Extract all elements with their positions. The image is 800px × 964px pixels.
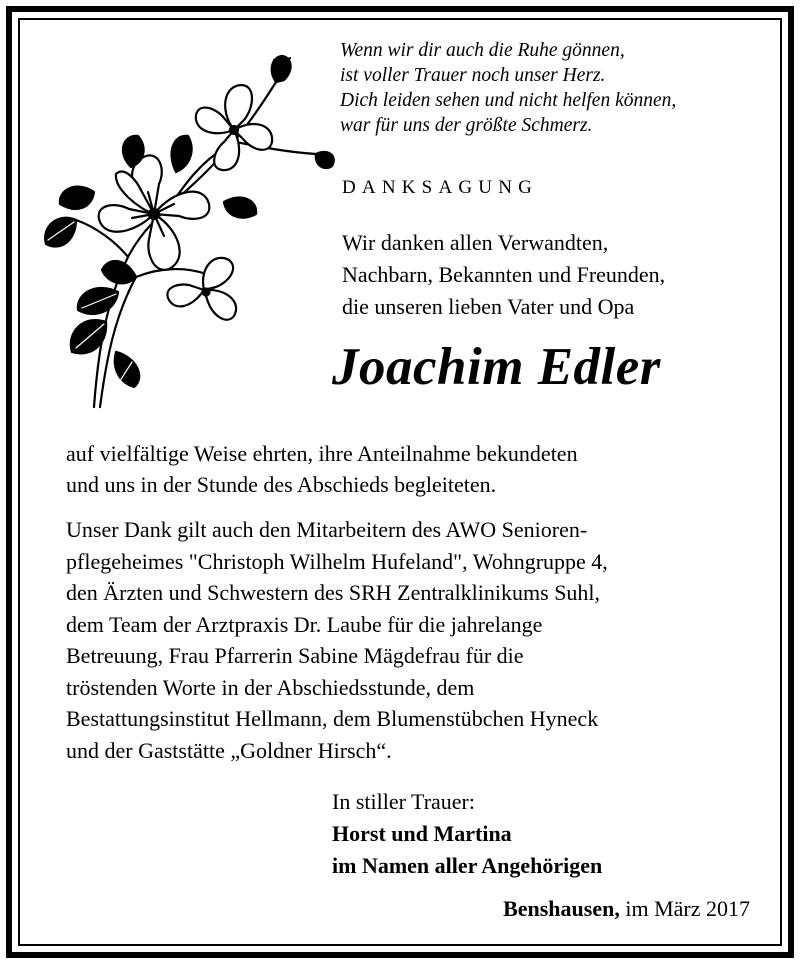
- body-line: pflegeheimes "Christoph Wilhelm Hufeland", Wohngruppe 4,: [66, 548, 608, 574]
- body-line: und der Gaststätte „Goldner Hirsch“.: [66, 737, 392, 763]
- intro-line: Nachbarn, Bekannten und Freunden,: [342, 262, 666, 287]
- signature-intro: In stiller Trauer:: [332, 789, 475, 814]
- date: im März 2017: [625, 896, 750, 921]
- body-line: und uns in der Stunde des Abschieds begleiteten.: [66, 472, 497, 497]
- intro-line: Wir danken allen Verwandten,: [342, 230, 609, 255]
- body-line: Betreuung, Frau Pfarrerin Sabine Mägdefrau für die: [66, 643, 524, 668]
- signature-block: [332, 786, 602, 882]
- place-date: [503, 896, 750, 922]
- poem-line: war für uns der größte Schmerz.: [340, 115, 593, 136]
- intro-line: die unseren lieben Vater und Opa: [342, 294, 635, 319]
- body-paragraph-2: [66, 514, 766, 766]
- body-line: Unser Dank gilt auch den Mitarbeitern des AWO Senioren-: [66, 517, 588, 542]
- body-line: Bestattungsinstitut Hellmann, dem Blumenstübchen Hyneck: [66, 706, 599, 731]
- body-line: den Ärzten und Schwestern des SRH Zentralklinikums Suhl,: [66, 580, 601, 605]
- signature-names: Horst und Martina: [332, 821, 512, 846]
- deceased-name: Joachim Edler: [332, 338, 661, 396]
- poem-line: ist voller Trauer noch unser Herz.: [340, 65, 606, 86]
- poem-line: Dich leiden sehen und nicht helfen können,: [340, 90, 677, 111]
- body-line: tröstenden Worte in der Abschiedsstunde, dem: [66, 674, 475, 700]
- signature-family: im Namen aller Angehörigen: [332, 853, 603, 878]
- heading-danksagung: DANKSAGUNG: [342, 177, 539, 198]
- place: Benshausen,: [503, 896, 620, 921]
- body-paragraph-1: [66, 438, 766, 500]
- body-line: dem Team der Arztpraxis Dr. Laube für die jahrelange: [66, 611, 543, 637]
- intro-text: [342, 227, 782, 323]
- flower-branch-icon: [36, 52, 336, 412]
- body-line: auf vielfältige Weise ehrten, ihre Anteilnahme bekundeten: [66, 441, 578, 466]
- poem-line: Wenn wir dir auch die Ruhe gönnen,: [340, 40, 625, 61]
- poem: [340, 38, 780, 138]
